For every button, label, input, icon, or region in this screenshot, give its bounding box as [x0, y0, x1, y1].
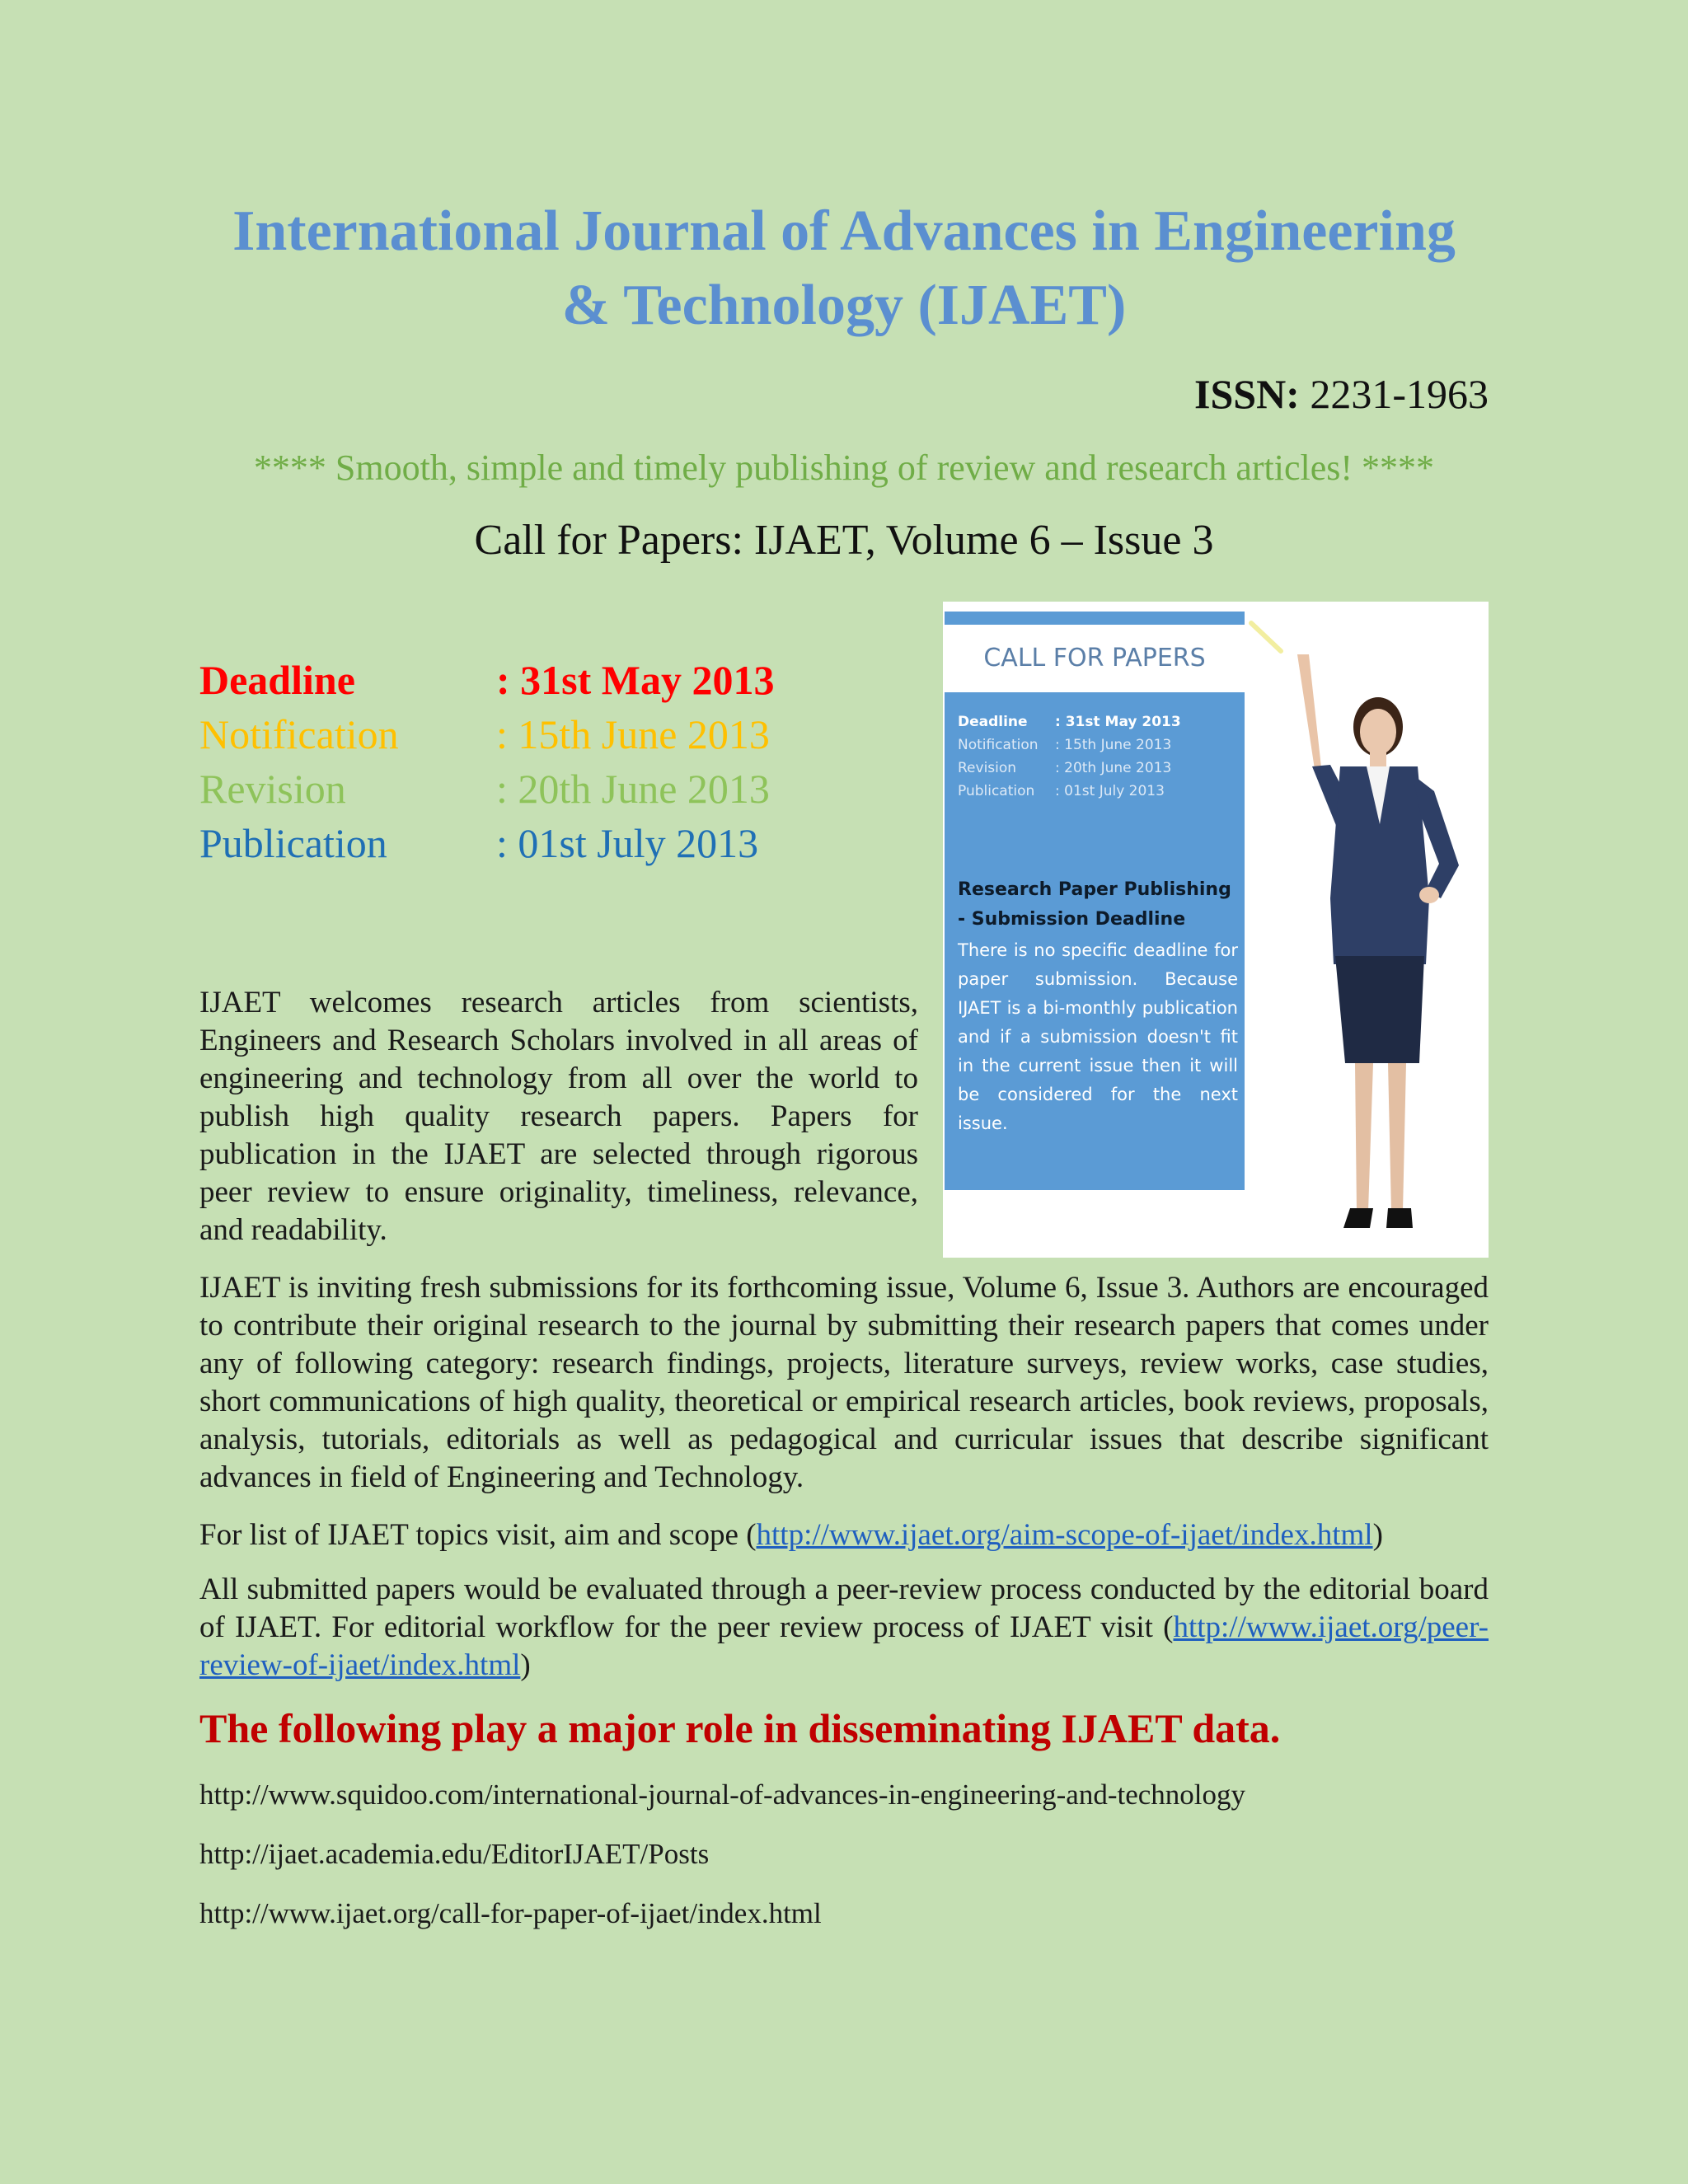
important-dates — [199, 653, 826, 870]
dissemination-url: http://www.ijaet.org/call-for-paper-of-ijaet/index.html — [199, 1897, 822, 1929]
review-text: All submitted papers would be evaluated through a peer-review process conducted by the editorial board of IJAET. For editorial workflow for the peer review process of IJAET visit ( — [199, 1572, 1489, 1644]
journal-title — [199, 194, 1489, 343]
poster-date-row — [958, 780, 1238, 803]
topics-suffix: ) — [1372, 1518, 1383, 1552]
call-for-papers-heading: Call for Papers: IJAET, Volume 6 – Issue 3 — [474, 517, 1214, 564]
issn-label: ISSN: — [1194, 371, 1300, 417]
dissemination-heading: The following play a major role in disseminating IJAET data. — [199, 1705, 1281, 1751]
poster-date-label: Publication — [958, 783, 1035, 799]
date-row-deadline — [199, 653, 826, 707]
topics-paragraph — [199, 1516, 1489, 1554]
date-row-revision — [199, 762, 826, 816]
businesswoman-figure — [1264, 651, 1487, 1244]
date-value: : 20th June 2013 — [496, 766, 770, 812]
date-label: Revision — [199, 766, 346, 812]
peer-review-link[interactable]: http://www.ijaet.org/peer-review-of-ijaet/index.html — [199, 1610, 1489, 1682]
journal-title-line2: & Technology (IJAET) — [561, 274, 1127, 337]
date-value: : 31st May 2013 — [496, 657, 775, 703]
date-row-notification — [199, 707, 826, 762]
invite-paragraph: IJAET is inviting fresh submissions for its forthcoming issue, Volume 6, Issue 3. Authors are encouraged to contribute their original research to the journal by submitting their research papers that comes under any of following category: research findings, projects, literature surveys, review works, case studies, short communications of high quality, theoretical or empirical research articles, book reviews, proposals, analysis, tutorials, editorials as well as pedagogical and curricular issues that describe significant advances in field of Engineering and Technology. — [199, 1271, 1489, 1494]
intro-paragraph: IJAET welcomes research articles from scientists, Engineers and Research Scholars involved in all areas of engineering and technology from all over the world to publish high quality research papers. Papers for publication in the IJAET are selected through rigorous peer review to ensure originality, timeliness, relevance, and readability. — [199, 986, 918, 1247]
poster-date-value: : 31st May 2013 — [1055, 714, 1181, 730]
poster-date-row — [958, 710, 1238, 733]
call-for-papers-poster-image — [943, 602, 1489, 1258]
aim-scope-link[interactable]: http://www.ijaet.org/aim-scope-of-ijaet/index.html — [756, 1518, 1373, 1552]
poster-sub-text: There is no specific deadline for paper submission. Because IJAET is a bi-monthly publication and if a submission doesn't fit in the current issue then it will be considered for the next issue. — [958, 940, 1238, 1133]
poster-date-value: : 20th June 2013 — [1055, 760, 1172, 776]
poster-card — [945, 692, 1245, 1190]
poster-date-value: : 01st July 2013 — [1055, 783, 1165, 799]
poster-date-row — [958, 733, 1238, 757]
issn-value: 2231-1963 — [1310, 371, 1489, 417]
dissemination-url: http://www.squidoo.com/international-journal-of-advances-in-engineering-and-technology — [199, 1779, 1246, 1811]
date-label: Publication — [199, 820, 387, 866]
poster-date-label: Notification — [958, 737, 1039, 753]
poster-heading: CALL FOR PAPERS — [945, 625, 1245, 692]
poster-date-label: Revision — [958, 760, 1017, 776]
poster-date-label: Deadline — [958, 714, 1028, 730]
dissemination-url: http://ijaet.academia.edu/EditorIJAET/Posts — [199, 1838, 710, 1870]
review-suffix: ) — [520, 1648, 531, 1682]
tagline: **** Smooth, simple and timely publishing of review and research articles! **** — [253, 448, 1435, 488]
poster-dates — [958, 710, 1238, 803]
date-value: : 15th June 2013 — [496, 711, 770, 757]
poster-date-value: : 15th June 2013 — [1055, 737, 1172, 753]
poster-sub-heading: Research Paper Publishing - Submission Deadline — [958, 879, 1231, 930]
issn — [1194, 369, 1489, 419]
review-paragraph — [199, 1571, 1489, 1685]
journal-title-line1: International Journal of Advances in Engineering — [232, 199, 1456, 263]
date-value: : 01st July 2013 — [496, 820, 759, 866]
date-label: Deadline — [199, 657, 355, 703]
date-label: Notification — [199, 711, 399, 757]
poster-date-row — [958, 757, 1238, 780]
topics-prefix: For list of IJAET topics visit, aim and scope ( — [199, 1518, 757, 1552]
date-row-publication — [199, 816, 826, 870]
pointer-stick-icon — [1248, 618, 1284, 654]
poster-top-bar — [945, 612, 1245, 625]
